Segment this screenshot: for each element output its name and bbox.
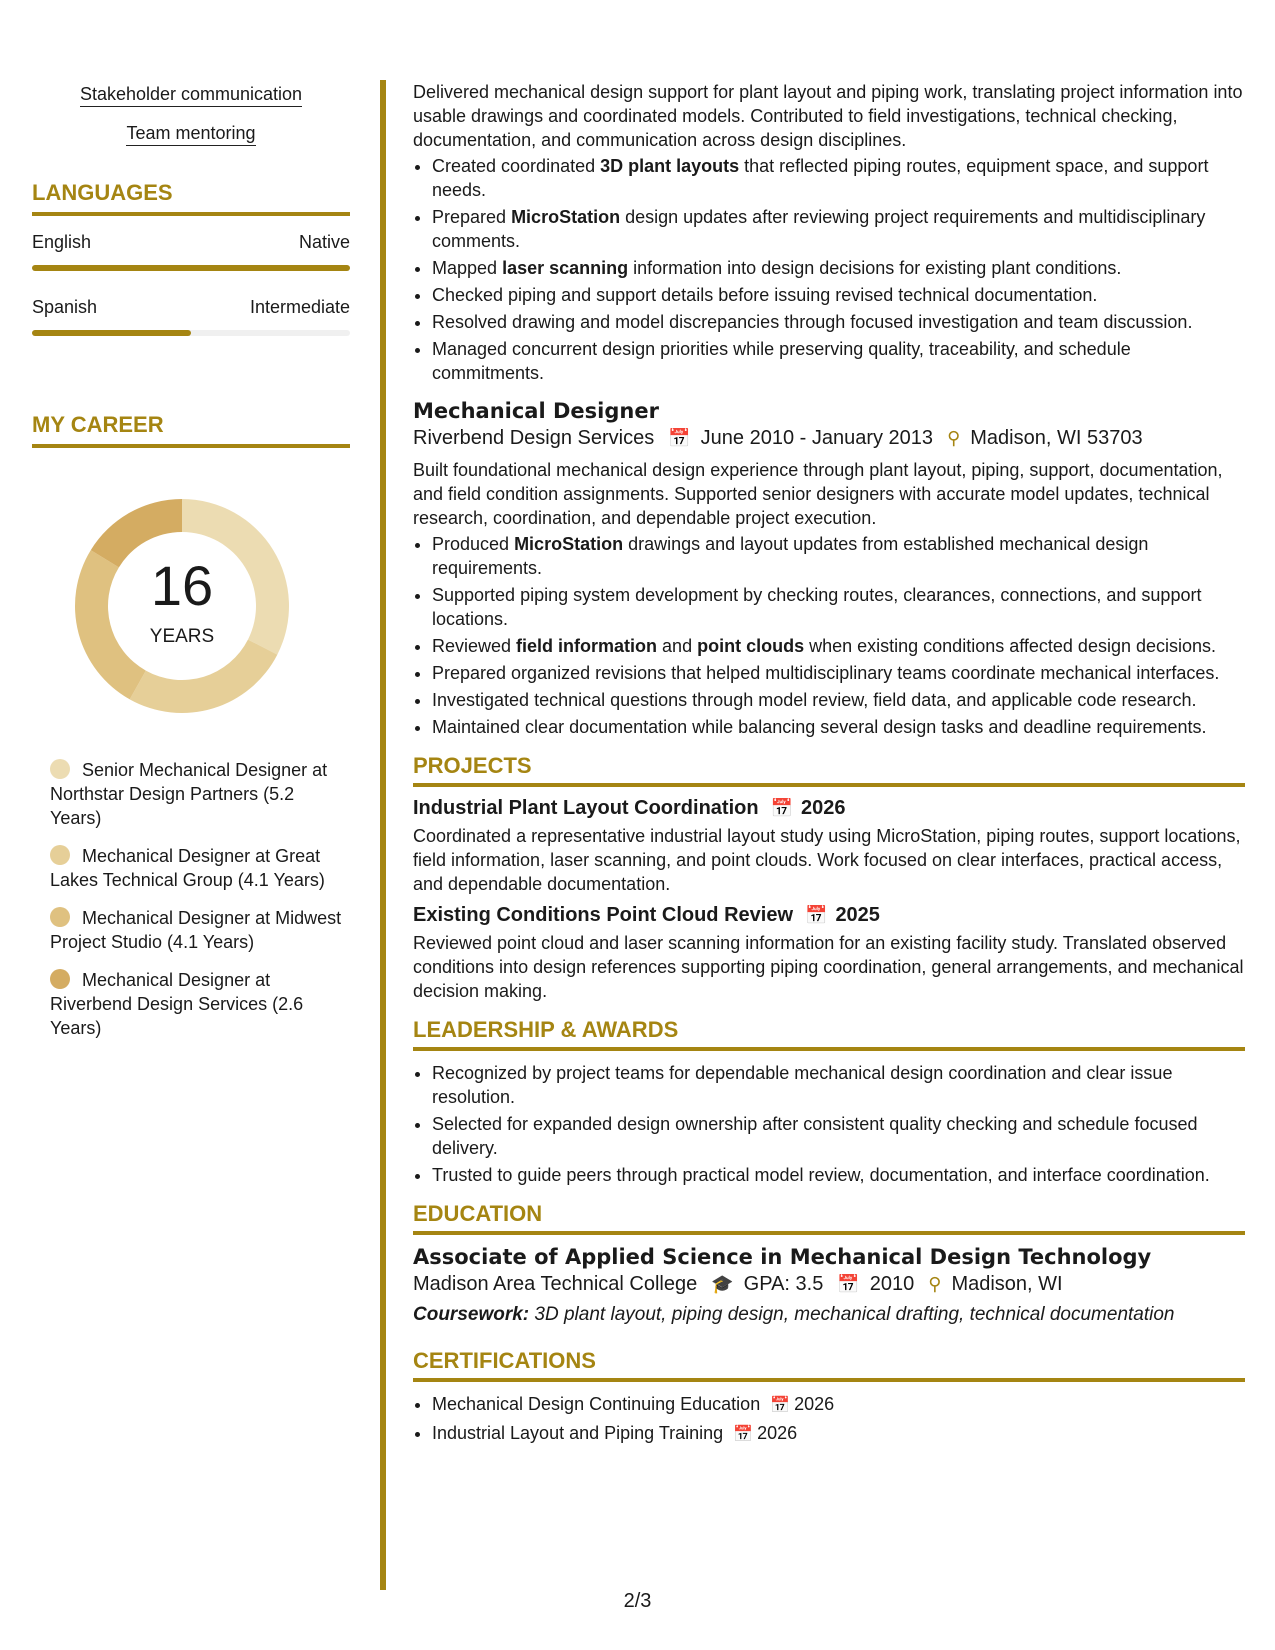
- education-heading: EDUCATION: [413, 1201, 1245, 1235]
- career-legend-item: Mechanical Designer at Midwest Project Studio (4.1 Years): [50, 908, 342, 952]
- certifications-heading: CERTIFICATIONS: [413, 1348, 1245, 1382]
- gpa: GPA: 3.5: [743, 1273, 824, 1295]
- calendar-icon: 📅: [733, 1426, 754, 1443]
- legend-dot: [50, 969, 70, 989]
- career-legend-item: Mechanical Designer at Riverbend Design Services (2.6 Years): [50, 970, 304, 1038]
- certification-item: • Industrial Layout and Piping Training 📅 2026: [432, 1421, 1245, 1447]
- education-meta: [413, 1273, 1245, 1296]
- leadership-heading: LEADERSHIP & AWARDS: [413, 1017, 1245, 1051]
- project-title: Existing Conditions Point Cloud Review: [413, 904, 794, 926]
- leadership-list: [413, 1061, 1245, 1187]
- career-total-years: 16: [150, 554, 214, 617]
- job-title: Mechanical Designer: [413, 399, 659, 423]
- language-row: [32, 297, 350, 318]
- job-summary: Built foundational mechanical design experience through plant layout, piping, support, documentation, and field condition assignments. Supported senior designers with accurate model updates, technical research, coordination, and dependable project execution.: [413, 460, 1223, 528]
- job-bullets: [413, 154, 1245, 385]
- skill-item: Team mentoring: [32, 123, 350, 144]
- school-name: Madison Area Technical College: [413, 1273, 698, 1295]
- language-name: Spanish: [32, 297, 98, 317]
- skill-item: Stakeholder communication: [32, 84, 350, 105]
- bullet-item: • Produced MicroStation drawings and layout updates from established mechanical design requirements.: [432, 532, 1245, 580]
- project-title: Industrial Plant Layout Coordination: [413, 797, 759, 819]
- certification-item: • Mechanical Design Continuing Education 📅 2026: [432, 1392, 1245, 1418]
- career-years-label: YEARS: [149, 626, 215, 647]
- calendar-icon: 📅: [668, 428, 691, 448]
- donut-slice: [130, 640, 278, 713]
- bullet-item: • Managed concurrent design priorities while preserving quality, traceability, and schedule commitments.: [432, 337, 1245, 385]
- company-name: Riverbend Design Services: [413, 427, 655, 449]
- project-item: [413, 797, 1245, 896]
- job-summary: Delivered mechanical design support for plant layout and piping work, translating project information into usable drawings and coordinated models. Contributed to field investigations, technical checking, documentation, and communication across design disciplines.: [413, 82, 1243, 150]
- left-column: [32, 84, 350, 1054]
- language-name: English: [32, 232, 92, 252]
- project-description: Coordinated a representative industrial layout study using MicroStation, piping routes, support locations, field information, laser scanning, and point clouds. Work focused on clear interfaces, practical access, and dependable documentation.: [413, 826, 1241, 894]
- column-divider: [380, 80, 386, 1590]
- leadership-item: • Selected for expanded design ownership after consistent quality checking and schedule focused delivery.: [432, 1112, 1245, 1160]
- bullet-item: • Prepared organized revisions that helped multidisciplinary teams coordinate mechanical interfaces.: [432, 661, 1245, 685]
- language-row: [32, 232, 350, 253]
- career-legend: [32, 758, 350, 1040]
- bullet-item: • Prepared MicroStation design updates after reviewing project requirements and multidisciplinary comments.: [432, 205, 1245, 253]
- location-pin-icon: ⚲: [928, 1274, 942, 1294]
- career-donut-chart: [66, 490, 298, 722]
- language-level-bar: [32, 265, 350, 271]
- project-year: 2026: [800, 797, 846, 819]
- job-meta: [413, 427, 1245, 450]
- bullet-item: • Created coordinated 3D plant layouts that reflected piping routes, equipment space, and support needs.: [432, 154, 1245, 202]
- degree-title: Associate of Applied Science in Mechanical Design Technology: [413, 1245, 1152, 1269]
- project-description: Reviewed point cloud and laser scanning information for an existing facility study. Translated observed conditions into design references supporting piping coordination, general arrangements, and mechanical decision making.: [413, 933, 1244, 1001]
- calendar-icon: 📅: [805, 905, 828, 925]
- bullet-item: • Resolved drawing and model discrepancies through focused investigation and team discussion.: [432, 310, 1245, 334]
- bullet-item: • Checked piping and support details before issuing revised technical documentation.: [432, 283, 1245, 307]
- language-level: Native: [298, 232, 350, 252]
- calendar-icon: 📅: [770, 798, 793, 818]
- job-location: Madison, WI 53703: [970, 427, 1143, 449]
- calendar-icon: 📅: [770, 1397, 791, 1414]
- languages-heading: LANGUAGES: [32, 180, 350, 216]
- location-pin-icon: ⚲: [947, 428, 961, 448]
- career-heading: MY CAREER: [32, 412, 350, 448]
- job-dates: June 2010 - January 2013: [700, 427, 934, 449]
- legend-dot: [50, 759, 70, 779]
- language-level: Intermediate: [249, 297, 350, 317]
- project-item: [413, 904, 1245, 1003]
- certifications-list: [413, 1392, 1245, 1447]
- calendar-icon: 📅: [837, 1274, 860, 1294]
- job-bullets: [413, 532, 1245, 739]
- language-level-bar: [32, 330, 350, 336]
- page-number: 2/3: [623, 1590, 652, 1612]
- career-legend-item: Senior Mechanical Designer at Northstar Design Partners (5.2 Years): [50, 760, 328, 828]
- bullet-item: • Supported piping system development by checking routes, clearances, connections, and support locations.: [432, 583, 1245, 631]
- coursework: Coursework: 3D plant layout, piping design, mechanical drafting, technical documentation: [413, 1304, 1175, 1325]
- leadership-item: • Trusted to guide peers through practical model review, documentation, and interface coordination.: [432, 1163, 1245, 1187]
- bullet-item: • Reviewed field information and point clouds when existing conditions affected design decisions.: [432, 634, 1245, 658]
- graduation-year: 2010: [869, 1273, 915, 1295]
- projects-heading: PROJECTS: [413, 753, 1245, 787]
- bullet-item: • Mapped laser scanning information into design decisions for existing plant conditions.: [432, 256, 1245, 280]
- leadership-item: • Recognized by project teams for dependable mechanical design coordination and clear issue resolution.: [432, 1061, 1245, 1109]
- project-year: 2025: [835, 904, 880, 926]
- career-legend-item: Mechanical Designer at Great Lakes Technical Group (4.1 Years): [50, 846, 325, 890]
- legend-dot: [50, 907, 70, 927]
- legend-dot: [50, 845, 70, 865]
- education-location: Madison, WI: [951, 1273, 1063, 1295]
- right-column: [413, 80, 1245, 1450]
- bullet-item: • Investigated technical questions through model review, field data, and applicable code research.: [432, 688, 1245, 712]
- bullet-item: • Maintained clear documentation while balancing several design tasks and deadline requirements.: [432, 715, 1245, 739]
- graduation-cap-icon: 🎓: [711, 1274, 734, 1294]
